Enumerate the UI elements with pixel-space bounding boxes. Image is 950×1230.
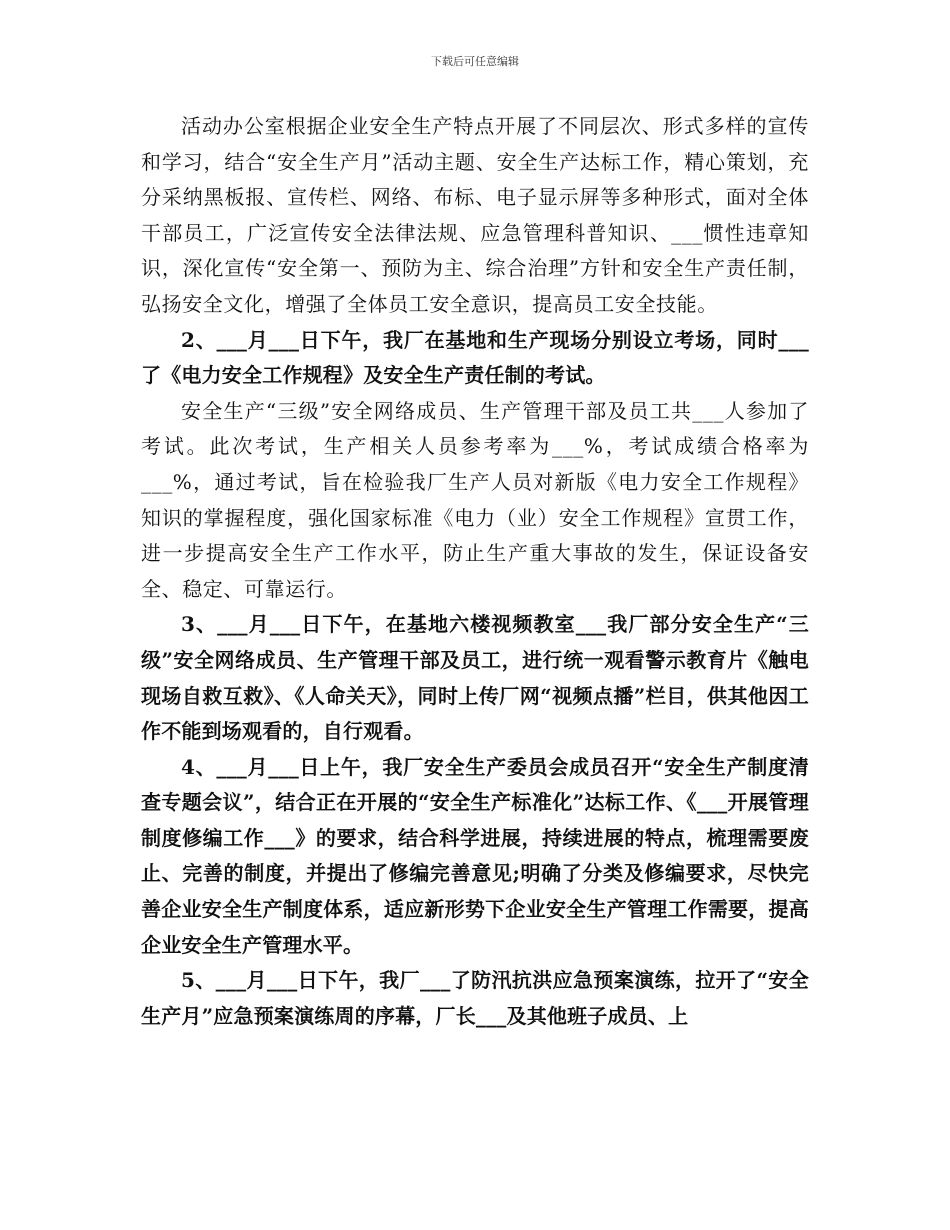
document-body: [141, 109, 809, 1034]
page-header-note: 下载后可任意编辑: [431, 55, 519, 68]
paragraph-exam-details: 安全生产“三级”安全网络成员、生产管理干部及员工共___人参加了考试。此次考试，生产相关人员参考率为___%，考试成绩合格率为___%，通过考试，旨在检验我厂生产人员对新版《电力安全工作规程》知识的掌握程度，强化国家标准《电力（业）安全工作规程》宣贯工作，进一步提高安全生产工作水平，防止生产重大事故的发生，保证设备安全、稳定、可靠运行。: [141, 398, 809, 601]
paragraph-item-2: 2、___月___日下午，我厂在基地和生产现场分别设立考场，同时___了《电力安全工作规程》及安全生产责任制的考试。: [141, 327, 809, 388]
paragraph-item-4: 4、___月___日上午，我厂安全生产委员会成员召开“安全生产制度清查专题会议”，结合正在开展的“安全生产标准化”达标工作、《___开展管理制度修编工作___》的要求，结合科学进展，持续进展的特点，梳理需要废止、完善的制度，并提出了修编完善意见;明确了分类及修编要求，尽快完善企业安全生产制度体系，适应新形势下企业安全生产管理工作需要，提高企业安全生产管理水平。: [141, 754, 809, 957]
paragraph-publicity: 活动办公室根据企业安全生产特点开展了不同层次、形式多样的宣传和学习，结合“安全生产月”活动主题、安全生产达标工作，精心策划，充分采纳黑板报、宣传栏、网络、布标、电子显示屏等多种形式，面对全体干部员工，广泛宣传安全法律法规、应急管理科普知识、___惯性违章知识，深化宣传“安全第一、预防为主、综合治理”方针和安全生产责任制，弘扬安全文化，增强了全体员工安全意识，提高员工安全技能。: [141, 114, 809, 316]
paragraph-item-5: 5、___月___日下午，我厂___了防汛抗洪应急预案演练，拉开了“安全生产月”应急预案演练周的序幕，厂长___及其他班子成员、上: [141, 968, 809, 1028]
paragraph-item-3: 3、___月___日下午，在基地六楼视频教室___我厂部分安全生产“三级”安全网络成员、生产管理干部及员工，进行统一观看警示教育片《触电现场自救互救》、《人命关天》，同时上传厂网“视频点播”栏目，供其他因工作不能到场观看的，自行观看。: [141, 612, 809, 744]
